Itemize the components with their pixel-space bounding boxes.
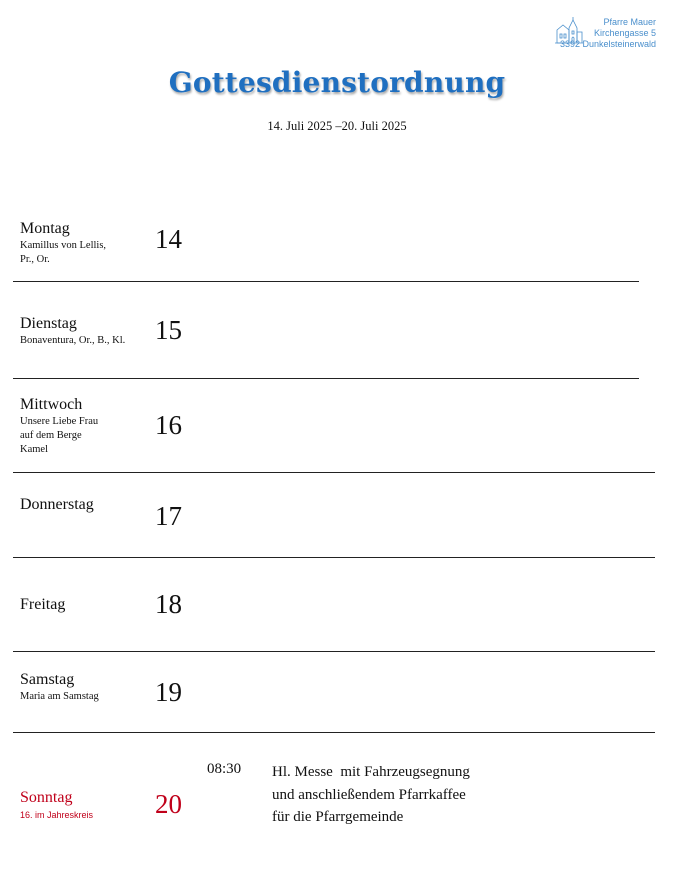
day-name: Freitag (20, 596, 66, 613)
parish-address (560, 17, 656, 50)
day-feast-line: auf dem Berge (20, 430, 82, 441)
page-title: Gottesdienstordnung (168, 66, 506, 99)
event-time: 08:30 (207, 761, 242, 777)
day-number: 18 (155, 589, 182, 619)
day-feast (20, 808, 93, 822)
day-name: Samstag (20, 671, 75, 688)
day-feast-line: Kamel (20, 444, 48, 455)
day-name: Donnerstag (20, 496, 94, 513)
row-divider (13, 651, 655, 652)
row-divider (13, 732, 655, 733)
day-feast-line: Unsere Liebe Frau (20, 416, 99, 427)
parish-name: Pfarre Mauer (603, 17, 656, 27)
day-feast (20, 334, 125, 348)
day-number: 19 (155, 677, 182, 707)
day-feast (20, 239, 106, 267)
event-line: Hl. Messe mit Fahrzeugsegnung (272, 764, 470, 780)
day-feast (20, 415, 98, 457)
event-description (272, 761, 470, 829)
row-divider (13, 472, 655, 473)
date-range: 14. Juli 2025 –20. Juli 2025 (267, 119, 407, 133)
day-feast (20, 690, 99, 704)
day-feast-line: Maria am Samstag (20, 691, 99, 702)
day-number: 16 (155, 410, 182, 440)
row-divider (13, 281, 639, 282)
day-number: 17 (155, 501, 182, 531)
day-feast-line: Bonaventura, Or., B., Kl. (20, 335, 126, 346)
day-number: 20 (155, 789, 182, 819)
parish-street: Kirchengasse 5 (593, 28, 656, 38)
day-name: Montag (20, 220, 70, 237)
row-divider (13, 557, 655, 558)
row-divider (13, 378, 639, 379)
event-line: für die Pfarrgemeinde (272, 809, 404, 825)
day-feast-line: Pr., Or. (20, 254, 50, 265)
day-name: Mittwoch (20, 396, 83, 413)
parish-city: 3392 Dunkelsteinerwald (559, 39, 656, 49)
event-line: und anschließendem Pfarrkaffee (272, 786, 466, 803)
day-feast-line: 16. im Jahreskreis (20, 810, 94, 820)
day-name: Dienstag (20, 315, 77, 332)
day-feast-line: Kamillus von Lellis, (20, 240, 107, 251)
day-number: 15 (155, 315, 182, 345)
day-name: Sonntag (20, 789, 73, 806)
day-number: 14 (155, 224, 182, 254)
